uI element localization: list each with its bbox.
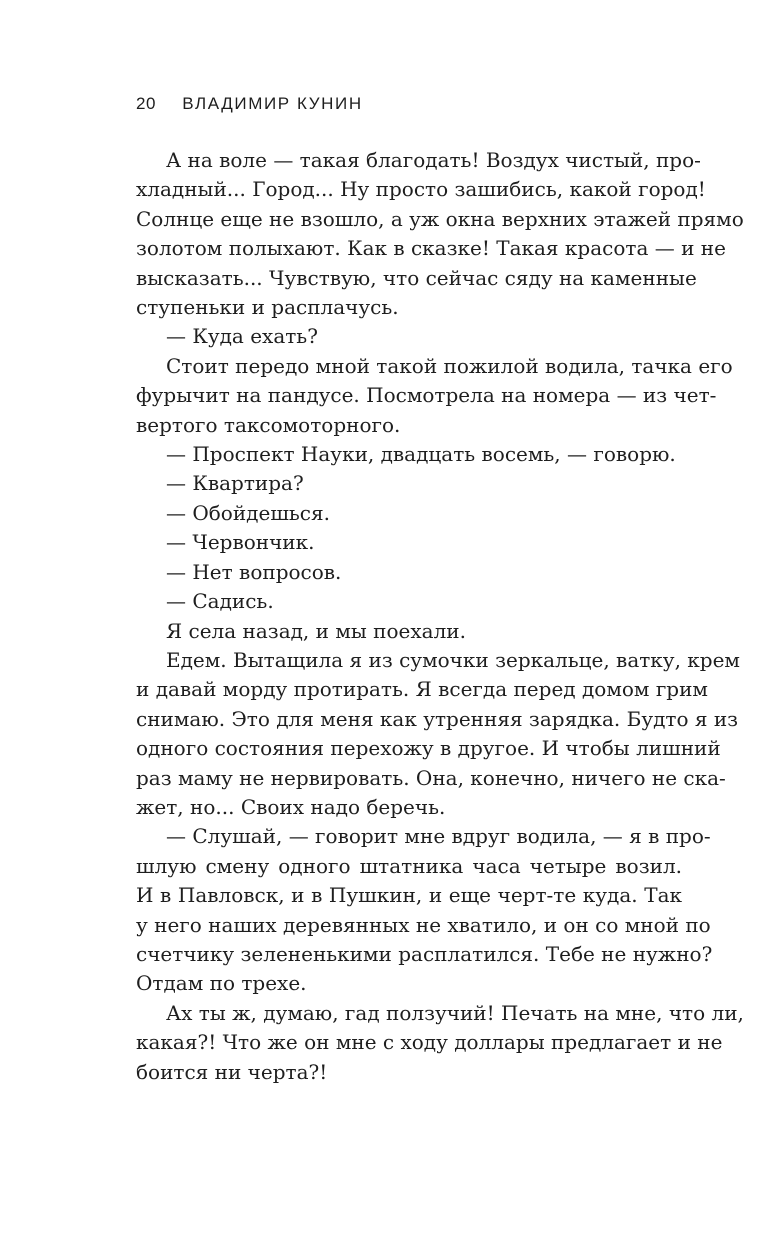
text-line: А на воле — такая благодать! Воздух чистый, про-	[166, 148, 701, 172]
text-line: — Куда ехать?	[166, 324, 318, 349]
text-line: — Червончик.	[166, 530, 315, 555]
text-line: и давай морду протирать. Я всегда перед домом грим	[136, 677, 708, 702]
text-line: И в Павловск, и в Пушкин, и еще черт-те куда. Так	[136, 883, 682, 908]
body-text	[136, 146, 744, 1087]
text-line: фурычит на пандусе. Посмотрела на номера — из чет-	[136, 383, 717, 408]
text-line: Отдам по трехе.	[136, 971, 307, 996]
text-line: какая?! Что же он мне с ходу доллары предлагает и не	[136, 1030, 723, 1055]
running-header	[136, 92, 363, 116]
text-line: — Обойдешься.	[166, 500, 330, 525]
page-number: 20	[136, 94, 156, 113]
text-line: шлую смену одного штатника часа четыре возил.	[136, 853, 682, 878]
text-line: одного состояния перехожу в другое. И чтобы лишний	[136, 736, 721, 761]
text-line: Стоит передо мной такой пожилой водила, тачка его	[166, 353, 733, 378]
text-line: хладный... Город... Ну просто зашибись, какой город!	[136, 177, 706, 202]
text-line: жет, но... Своих надо беречь.	[136, 794, 446, 819]
text-line: ступеньки и расплачусь.	[136, 295, 399, 320]
text-line: снимаю. Это для меня как утренняя зарядка. Будто я из	[136, 706, 739, 731]
text-line: Я села назад, и мы поехали.	[166, 618, 466, 643]
text-line: — Садись.	[166, 589, 274, 614]
text-line: раз маму не нервировать. Она, конечно, ничего не ска-	[136, 765, 726, 790]
text-line: — Слушай, — говорит мне вдруг водила, — я в про-	[166, 824, 711, 849]
text-line: Едем. Вытащила я из сумочки зеркальце, ватку, крем	[166, 647, 740, 672]
text-line: — Квартира?	[166, 471, 304, 496]
text-line: у него наших деревянных не хватило, и он со мной по	[136, 912, 711, 937]
text-line: боится ни черта?!	[136, 1059, 328, 1084]
text-line: золотом полыхают. Как в сказке! Такая красота — и не	[136, 236, 726, 261]
text-line: — Нет вопросов.	[166, 559, 342, 584]
text-line: счетчику зелененькими расплатился. Тебе не нужно?	[136, 941, 713, 966]
text-line: — Проспект Науки, двадцать восемь, — говорю.	[166, 442, 676, 467]
text-line: Ах ты ж, думаю, гад ползучий! Печать на мне, что ли,	[166, 1000, 744, 1025]
text-line: Солнце еще не взошло, а уж окна верхних этажей прямо	[136, 206, 744, 231]
author-name: ВЛАДИМИР КУНИН	[182, 94, 363, 113]
text-line: вертого таксомоторного.	[136, 412, 401, 437]
text-line: высказать... Чувствую, что сейчас сяду на каменные	[136, 265, 697, 290]
